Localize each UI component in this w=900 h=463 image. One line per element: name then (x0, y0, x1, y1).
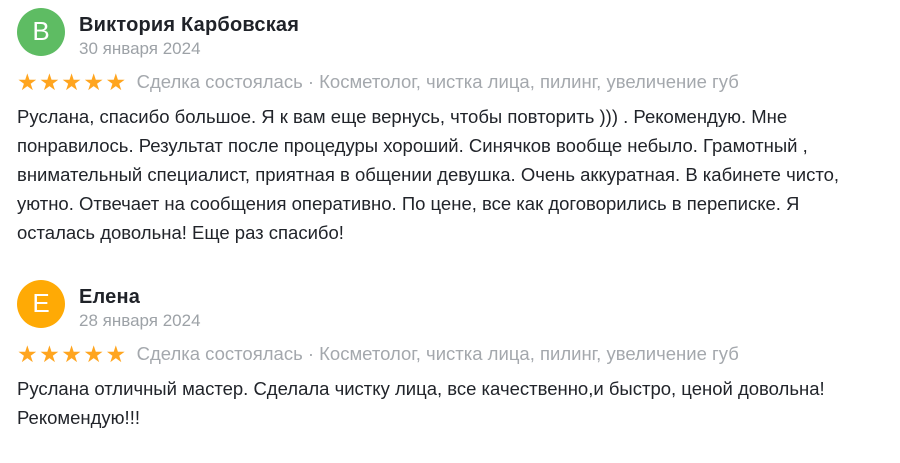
review-date: 30 января 2024 (79, 39, 201, 58)
avatar (17, 8, 65, 56)
review-header (17, 8, 880, 60)
review-card (17, 280, 880, 432)
reviewer-name: Виктория Карбовская (79, 14, 300, 36)
star-rating-icon: ★★★★★ (17, 341, 128, 367)
reviewer-name: Елена (79, 286, 141, 308)
deal-status-text: Сделка состоялась · Косметолог, чистка лица, пилинг, увеличение губ (136, 71, 739, 92)
avatar-letter: В (32, 16, 50, 46)
review-text: Руслана, спасибо большое. Я к вам еще вернусь, чтобы повторить ))) . Рекомендую. Мне понравилось. Результат после процедуры хороший. Синячков вообще небыло. Грамотный , внимательный специалист, приятная в общении девушка. Очень аккуратная. В кабинете чисто, уютно. Отвечает на сообщения оперативно. По цене, все как договорились в переписке. Я осталась довольна! Еще раз спасибо! (17, 106, 840, 243)
review-text: Руслана отличный мастер. Сделала чистку лица, все качественно,и быстро, ценой довольна! Рекомендую!!! (17, 378, 825, 428)
review-date: 28 января 2024 (79, 311, 201, 330)
avatar (17, 280, 65, 328)
star-rating-icon: ★★★★★ (17, 69, 128, 95)
review-rating-row (17, 69, 880, 95)
deal-status-text: Сделка состоялась · Косметолог, чистка лица, пилинг, увеличение губ (136, 343, 739, 364)
review-meta (79, 8, 299, 60)
review-card (17, 8, 880, 247)
review-header (17, 280, 880, 332)
review-meta (79, 280, 201, 332)
avatar-letter: Е (32, 288, 50, 318)
review-rating-row (17, 341, 880, 367)
